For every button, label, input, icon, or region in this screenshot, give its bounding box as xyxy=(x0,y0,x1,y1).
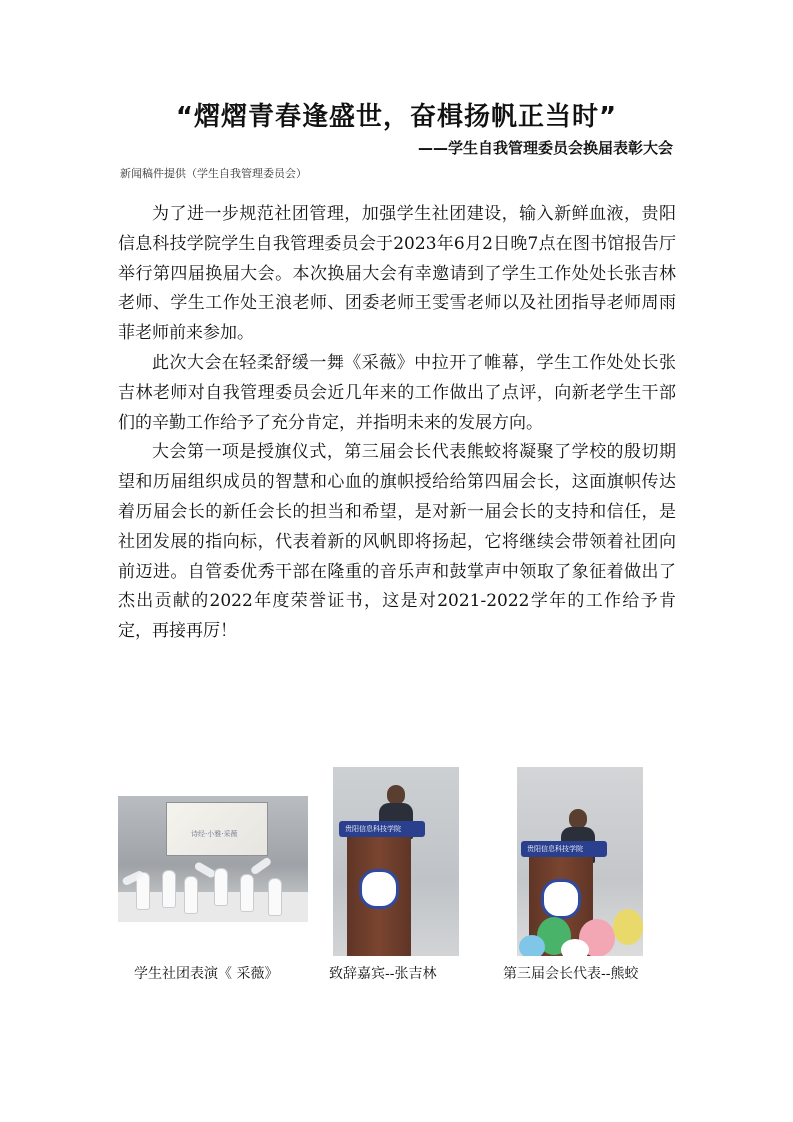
speaker-head xyxy=(569,809,587,829)
school-logo-icon xyxy=(541,879,581,919)
speaker-head xyxy=(387,785,405,805)
school-logo-icon xyxy=(359,869,399,909)
balloon xyxy=(519,935,545,956)
photo-caption: 第三届会长代表--熊蛟 xyxy=(503,966,639,982)
news-source: 新闻稿件提供（学生自我管理委员会） xyxy=(120,167,307,180)
page-title: “熠熠青春逢盛世，奋楫扬帆正当时” xyxy=(175,102,618,132)
article-body xyxy=(118,200,676,647)
podium-label: 贵阳信息科技学院 xyxy=(527,845,583,853)
representative-xiong-photo xyxy=(517,767,643,956)
balloon xyxy=(613,909,643,945)
dancer-figure xyxy=(214,868,228,906)
page-subtitle: ——学生自我管理委员会换届表彰大会 xyxy=(417,139,673,157)
paragraph: 此次大会在轻柔舒缓一舞《采薇》中拉开了帷幕，学生工作处处长张吉林老师对自我管理委员会近几年来的工作做出了点评，向新老学生干部们的辛勤工作给予了充分肯定，并指明未来的发展方向。 xyxy=(118,352,676,433)
dancer-figure xyxy=(268,878,282,916)
speaker-zhang-photo xyxy=(333,767,459,956)
photo-caption: 学生社团表演《 采薇》 xyxy=(134,966,279,982)
dancer-figure xyxy=(162,870,176,908)
dancer-figure xyxy=(240,874,254,912)
dancer-figure xyxy=(184,876,198,914)
balloon xyxy=(561,939,589,956)
photo-caption: 致辞嘉宾--张吉林 xyxy=(329,966,437,982)
paragraph: 大会第一项是授旗仪式，第三届会长代表熊蛟将凝聚了学校的殷切期望和历届组织成员的智慧和心血的旗帜授给给第四届会长，这面旗帜传达着历届会长的新任会长的担当和希望，是对新一届会长的支持和信任，是社团发展的指向标，代表着新的风帆即将扬起，它将继续会带领着社团向前迈进。自管委优秀干部在隆重的音乐声和鼓掌声中领取了象征着做出了杰出贡献的2022年度荣誉证书，这是对2021-2022学年的工作给予肯定，再接再厉！ xyxy=(118,442,676,642)
podium-label: 贵阳信息科技学院 xyxy=(345,825,401,833)
dance-performance-photo xyxy=(118,796,308,922)
paragraph: 为了进一步规范社团管理，加强学生社团建设，输入新鲜血液，贵阳信息科技学院学生自我管理委员会于2023年6月2日晚7点在图书馆报告厅举行第四届换届大会。本次换届大会有幸邀请到了学生工作处处长张吉林老师、学生工作处王浪老师、团委老师王雯雪老师以及社团指导老师周雨菲老师前来参加。 xyxy=(118,204,676,344)
screen-text: 诗经·小雅·采薇 xyxy=(191,830,238,838)
dancer-sleeve xyxy=(250,856,273,875)
stage-screen xyxy=(166,802,268,856)
